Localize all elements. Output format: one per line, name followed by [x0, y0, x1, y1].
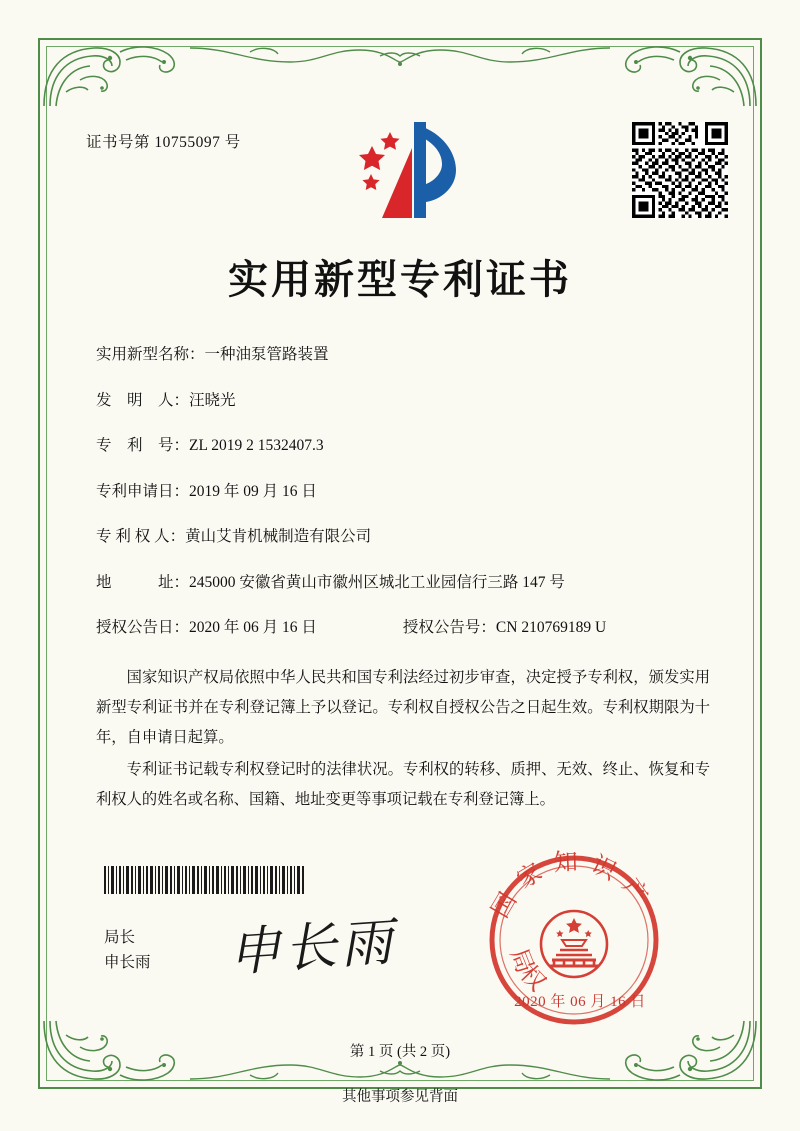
field-row-inventor: [96, 388, 714, 410]
field-value-application-date: 2019 年 09 月 16 日: [189, 482, 317, 500]
top-edge-ornament-icon: [190, 42, 610, 78]
fields-block: [96, 342, 714, 661]
field-label-application-date: 专利申请日：: [96, 482, 190, 500]
svg-text:局权: 局权: [504, 944, 552, 997]
field-value-patent-number: ZL 2019 2 1532407.3: [189, 437, 324, 454]
director-label: 局长: [104, 929, 136, 946]
certificate-number: 证书号第 10755097 号: [86, 134, 241, 151]
footer-note: 其他事项参见背面: [342, 1089, 458, 1105]
seal-date: 2020 年 06 月 16 日: [514, 994, 646, 1010]
qr-code-icon: [632, 122, 728, 218]
field-value-grant-date: 2020 年 06 月 16 日: [189, 619, 317, 636]
page-number: 第 1 页 (共 2 页): [349, 1044, 451, 1060]
field-row-patent-number: [96, 433, 714, 455]
field-value-address: 245000 安徽省黄山市徽州区城北工业园信行三路 147 号: [189, 573, 565, 591]
cnipa-logo-icon: [352, 118, 462, 222]
field-value-patentee: 黄山艾肯机械制造有限公司: [185, 528, 372, 545]
body-text: [96, 663, 710, 817]
field-label-utility-model-name: 实用新型名称：: [96, 346, 205, 363]
field-label-patentee: 专 利 权 人：: [96, 528, 186, 545]
field-row-grant-announcement: [96, 615, 714, 637]
field-value-grant-number: CN 210769189 U: [495, 619, 607, 636]
paragraph-2: 专利证书记载专利权登记时的法律状况。专利权的转移、质押、无效、终止、恢复和专利权人的姓名或名称、国籍、地址变更等事项记载在专利登记簿上。: [96, 761, 710, 808]
field-row-name: [96, 342, 714, 364]
field-label-inventor: 发 明 人：: [96, 391, 190, 409]
field-row-patentee: [96, 524, 714, 546]
handwritten-signature: 申长雨: [226, 912, 399, 984]
field-row-address: [96, 570, 714, 592]
field-label-grant-date: 授权公告日：: [96, 619, 190, 636]
field-value-utility-model-name: 一种油泵管路装置: [204, 346, 329, 363]
field-label-patent-number: 专 利 号：: [96, 437, 190, 454]
director-name: 申长雨: [104, 954, 151, 971]
field-label-address: 地 址：: [96, 573, 190, 591]
field-row-application-date: [96, 479, 714, 501]
field-value-inventor: 汪晓光: [189, 391, 236, 409]
svg-text:国家知识产: 国家知识产: [485, 848, 660, 923]
signature-labels: [104, 925, 151, 975]
page-title: 实用新型专利证书: [228, 256, 572, 303]
paragraph-1: 国家知识产权局依照中华人民共和国专利法经过初步审查，决定授予专利权，颁发实用新型专利证书并在专利登记簿上予以登记。专利权自授权公告之日起生效。专利权期限为十年，自申请日起算。: [96, 669, 710, 746]
barcode-icon: [104, 866, 304, 894]
field-label-grant-number: 授权公告号：: [402, 619, 496, 636]
